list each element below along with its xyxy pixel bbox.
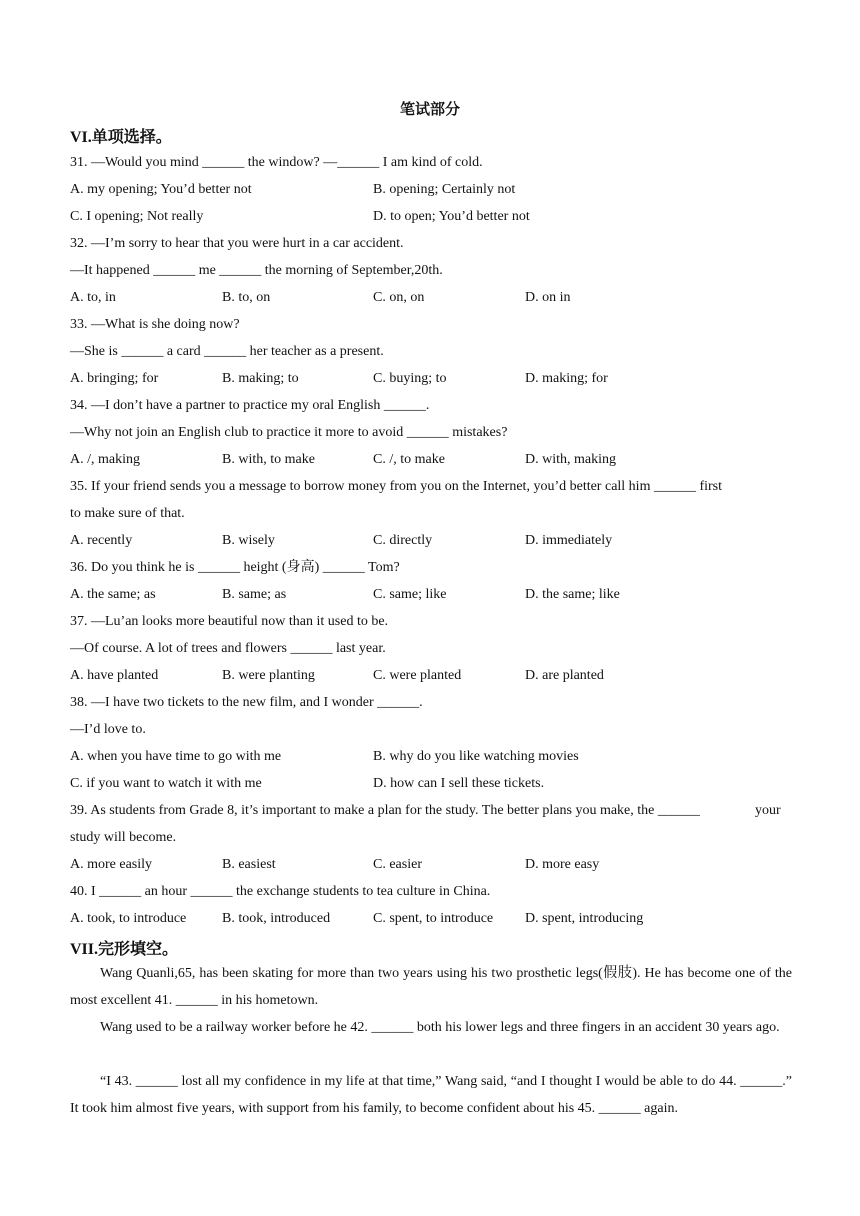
option-d: D. how can I sell these tickets.	[373, 776, 545, 791]
question-39-options	[70, 856, 790, 874]
question-37-options	[70, 667, 790, 685]
option-b: B. why do you like watching movies	[373, 749, 579, 764]
question-32-options	[70, 289, 790, 307]
option-a: A. more easily	[70, 857, 153, 872]
option-b: B. were planting	[222, 668, 315, 683]
question-37-reply: —Of course. A lot of trees and flowers ______ last year.	[70, 641, 386, 656]
option-c: C. if you want to watch it with me	[70, 776, 262, 791]
page-title: 笔试部分	[399, 100, 460, 118]
question-34-options	[70, 451, 790, 469]
option-c: C. same; like	[373, 587, 447, 602]
question-38-reply: —I’d love to.	[70, 722, 146, 737]
option-b: B. easiest	[222, 857, 276, 872]
option-d: D. more easy	[525, 857, 600, 872]
option-d: D. immediately	[525, 533, 613, 548]
option-a: A. /, making	[70, 452, 140, 467]
option-a: A. to, in	[70, 290, 116, 305]
option-c: C. spent, to introduce	[373, 911, 494, 926]
question-38-stem: 38. —I have two tickets to the new film, and I wonder ______.	[70, 695, 423, 710]
section-heading-multiple-choice: VI.单项选择。	[70, 129, 172, 146]
question-32-stem: 32. —I’m sorry to hear that you were hurt in a car accident.	[70, 236, 404, 251]
option-a: A. took, to introduce	[70, 911, 187, 926]
question-37-stem: 37. —Lu’an looks more beautiful now than it used to be.	[70, 614, 389, 629]
question-33-options	[70, 370, 790, 388]
option-a: A. recently	[70, 533, 133, 548]
option-a: A. the same; as	[70, 587, 156, 602]
question-34-stem: 34. —I don’t have a partner to practice my oral English ______.	[70, 398, 430, 413]
option-d: D. with, making	[525, 452, 616, 467]
option-a: A. my opening; You’d better not	[70, 182, 252, 197]
option-b: B. to, on	[222, 290, 271, 305]
option-c: C. were planted	[373, 668, 462, 683]
question-36-options	[70, 586, 790, 604]
question-36-stem: 36. Do you think he is ______ height (身高) ______ Tom?	[70, 560, 400, 575]
option-d: D. are planted	[525, 668, 604, 683]
option-d: D. on in	[525, 290, 571, 305]
option-c: C. buying; to	[373, 371, 447, 386]
option-d: D. spent, introducing	[525, 911, 644, 926]
option-c: C. on, on	[373, 290, 425, 305]
question-33-reply: —She is ______ a card ______ her teacher as a present.	[70, 344, 384, 359]
passage-paragraph-3: “I 43. ______ lost all my confidence in my life at that time,” Wang said, “and I thought I would be able to do 44. ______.” It took him almost five years, with support from his family, to become confident about his 45. ______ again.	[70, 1074, 792, 1116]
question-31-options-row2	[70, 208, 790, 226]
option-a: A. when you have time to go with me	[70, 749, 282, 764]
question-39-stem-tail: your	[755, 803, 781, 818]
option-b: B. opening; Certainly not	[373, 182, 516, 197]
question-39-stem-continued: study will become.	[70, 830, 177, 845]
question-32-reply: —It happened ______ me ______ the morning of September,20th.	[70, 263, 443, 278]
question-34-reply: —Why not join an English club to practice it more to avoid ______ mistakes?	[70, 425, 508, 440]
option-d: D. the same; like	[525, 587, 620, 602]
question-38-options-row1	[70, 748, 790, 766]
question-38-options-row2	[70, 775, 790, 793]
question-31-stem: 31. —Would you mind ______ the window? —______ I am kind of cold.	[70, 155, 483, 170]
question-33-stem: 33. —What is she doing now?	[70, 317, 240, 332]
question-39-stem: 39. As students from Grade 8, it’s important to make a plan for the study. The better plans you make, the ______	[70, 803, 700, 818]
option-a: A. have planted	[70, 668, 159, 683]
question-31-options-row1	[70, 181, 790, 199]
option-c: C. directly	[373, 533, 433, 548]
option-c: C. easier	[373, 857, 422, 872]
option-b: B. with, to make	[222, 452, 315, 467]
question-40-stem: 40. I ______ an hour ______ the exchange students to tea culture in China.	[70, 884, 491, 899]
option-b: B. same; as	[222, 587, 287, 602]
question-35-options	[70, 532, 790, 550]
option-b: B. wisely	[222, 533, 275, 548]
option-c: C. I opening; Not really	[70, 209, 204, 224]
option-b: B. took, introduced	[222, 911, 331, 926]
question-35-stem-continued: to make sure of that.	[70, 506, 185, 521]
option-c: C. /, to make	[373, 452, 445, 467]
passage-paragraph-2: Wang used to be a railway worker before he 42. ______ both his lower legs and three fingers in an accident 30 years ago.	[100, 1020, 780, 1035]
option-a: A. bringing; for	[70, 371, 159, 386]
section-heading-cloze: VII.完形填空。	[70, 941, 179, 958]
question-40-options	[70, 910, 790, 928]
passage-paragraph-1: Wang Quanli,65, has been skating for more than two years using his two prosthetic legs(假肢). He has become one of the most excellent 41. ______ in his hometown.	[70, 966, 792, 1008]
question-35-stem: 35. If your friend sends you a message to borrow money from you on the Internet, you’d better call him ______ first	[70, 479, 723, 494]
option-d: D. to open; You’d better not	[373, 209, 530, 224]
option-b: B. making; to	[222, 371, 299, 386]
option-d: D. making; for	[525, 371, 608, 386]
